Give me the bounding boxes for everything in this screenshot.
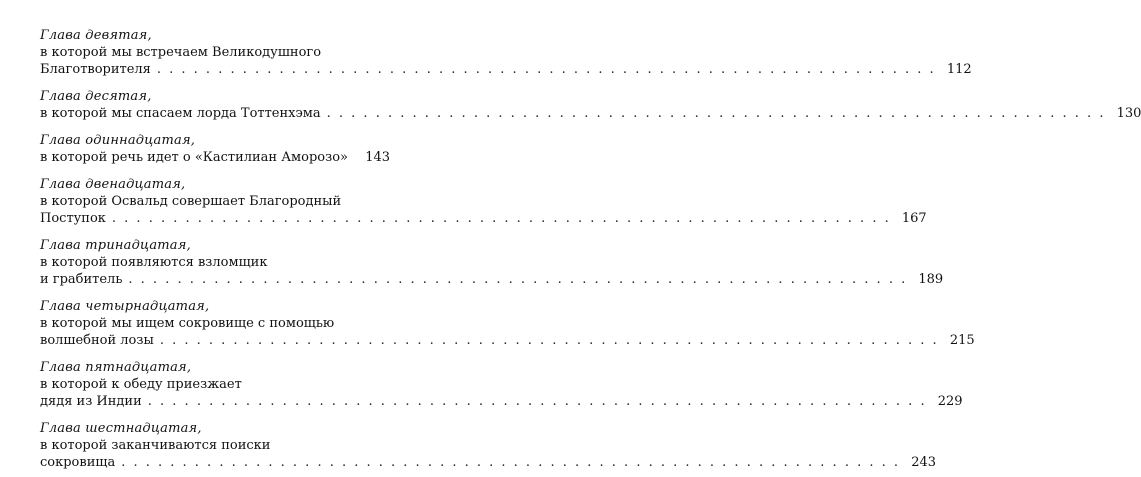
chapter-title: Глава шестнадцатая,	[40, 421, 202, 436]
chapter-last-line	[40, 149, 391, 166]
chapter-subtitle-line: в которой речь идет о «Кастилиан Аморозо»	[40, 150, 349, 165]
chapter-subtitle-line: волшебной лозы	[40, 333, 154, 348]
page-number: 130	[1116, 106, 1141, 121]
toc-entry-14	[40, 298, 975, 349]
dot-leader: . . . . . . . . . . . . . . . . . . . . . . . . . . . . . . . . . . . . . . . . . . . . . . . . . . . . . . . . . . . . . . . .	[128, 272, 908, 287]
chapter-subtitle-line: сокровища	[40, 455, 116, 470]
chapter-subtitle-line: в которой к обеду приезжает	[40, 377, 242, 392]
dot-leader: . . . . . . . . . . . . . . . . . . . . . . . . . . . . . . . . . . . . . . . . . . . . . . . . . . . . . . . . . . . . . . . .	[159, 333, 939, 348]
page-number: 243	[911, 455, 937, 470]
chapter-last-line	[40, 210, 927, 227]
toc-entry-9	[40, 27, 972, 78]
dot-leader: . . . . . . . . . . . . . . . . . . . . . . . . . . . . . . . . . . . . . . . . . . . . . . . . . . . . . . . . . . . . . . . .	[121, 455, 901, 470]
dot-leader: . . . . . . . . . . . . . . . . . . . . . . . . . . . . . . . . . . . . . . . . . . . . . . . . . . . . . . . . . . . . . . . .	[111, 211, 891, 226]
chapter-last-line	[40, 61, 972, 78]
chapter-last-line	[40, 454, 937, 471]
chapter-title: Глава одиннадцатая,	[40, 133, 196, 148]
chapter-subtitle-line: и грабитель	[40, 272, 123, 287]
chapter-last-line	[40, 393, 963, 410]
page-number: 143	[365, 150, 391, 165]
toc-entry-15	[40, 359, 963, 410]
chapter-last-line	[40, 105, 1141, 122]
page-number: 229	[937, 394, 963, 409]
chapter-subtitle-line: в которой Освальд совершает Благородный	[40, 194, 342, 209]
page-number: 112	[946, 62, 972, 77]
table-of-contents	[40, 27, 1141, 471]
chapter-subtitle-line: в которой появляются взломщик	[40, 255, 268, 270]
chapter-subtitle-line: в которой мы встречаем Великодушного	[40, 45, 322, 60]
chapter-last-line	[40, 271, 944, 288]
chapter-title: Глава пятнадцатая,	[40, 360, 192, 375]
chapter-subtitle-line: Поступок	[40, 211, 106, 226]
chapter-subtitle-line: в которой мы спасаем лорда Тоттенхэма	[40, 106, 321, 121]
chapter-title: Глава четырнадцатая,	[40, 299, 210, 314]
chapter-last-line	[40, 332, 975, 349]
page-number: 167	[901, 211, 927, 226]
toc-entry-12	[40, 176, 927, 227]
chapter-subtitle-line: дядя из Индии	[40, 394, 142, 409]
dot-leader: . . . . . . . . . . . . . . . . . . . . . . . . . . . . . . . . . . . . . . . . . . . . . . . . . . . . . . . . . . . . . . . .	[147, 394, 927, 409]
toc-entry-10	[40, 88, 1141, 122]
page-number: 215	[949, 333, 975, 348]
toc-entry-16	[40, 420, 937, 471]
dot-leader: . . . . . . . . . . . . . . . . . . . . . . . . . . . . . . . . . . . . . . . . . . . . . . . . . . . . . . . . . . . . . . . .	[326, 106, 1106, 121]
chapter-subtitle-line: в которой мы ищем сокровище с помощью	[40, 316, 335, 331]
toc-entry-13	[40, 237, 944, 288]
page-number: 189	[918, 272, 944, 287]
chapter-title: Глава двенадцатая,	[40, 177, 186, 192]
toc-entry-11	[40, 132, 391, 166]
chapter-subtitle-line: Благотворителя	[40, 62, 151, 77]
chapter-title: Глава тринадцатая,	[40, 238, 191, 253]
chapter-title: Глава десятая,	[40, 89, 152, 104]
chapter-subtitle-line: в которой заканчиваются поиски	[40, 438, 271, 453]
dot-leader: . . . . . . . . . . . . . . . . . . . . . . . . . . . . . . . . . . . . . . . . . . . . . . . . . . . . . . . . . . . . . . . .	[156, 62, 936, 77]
chapter-title: Глава девятая,	[40, 28, 152, 43]
